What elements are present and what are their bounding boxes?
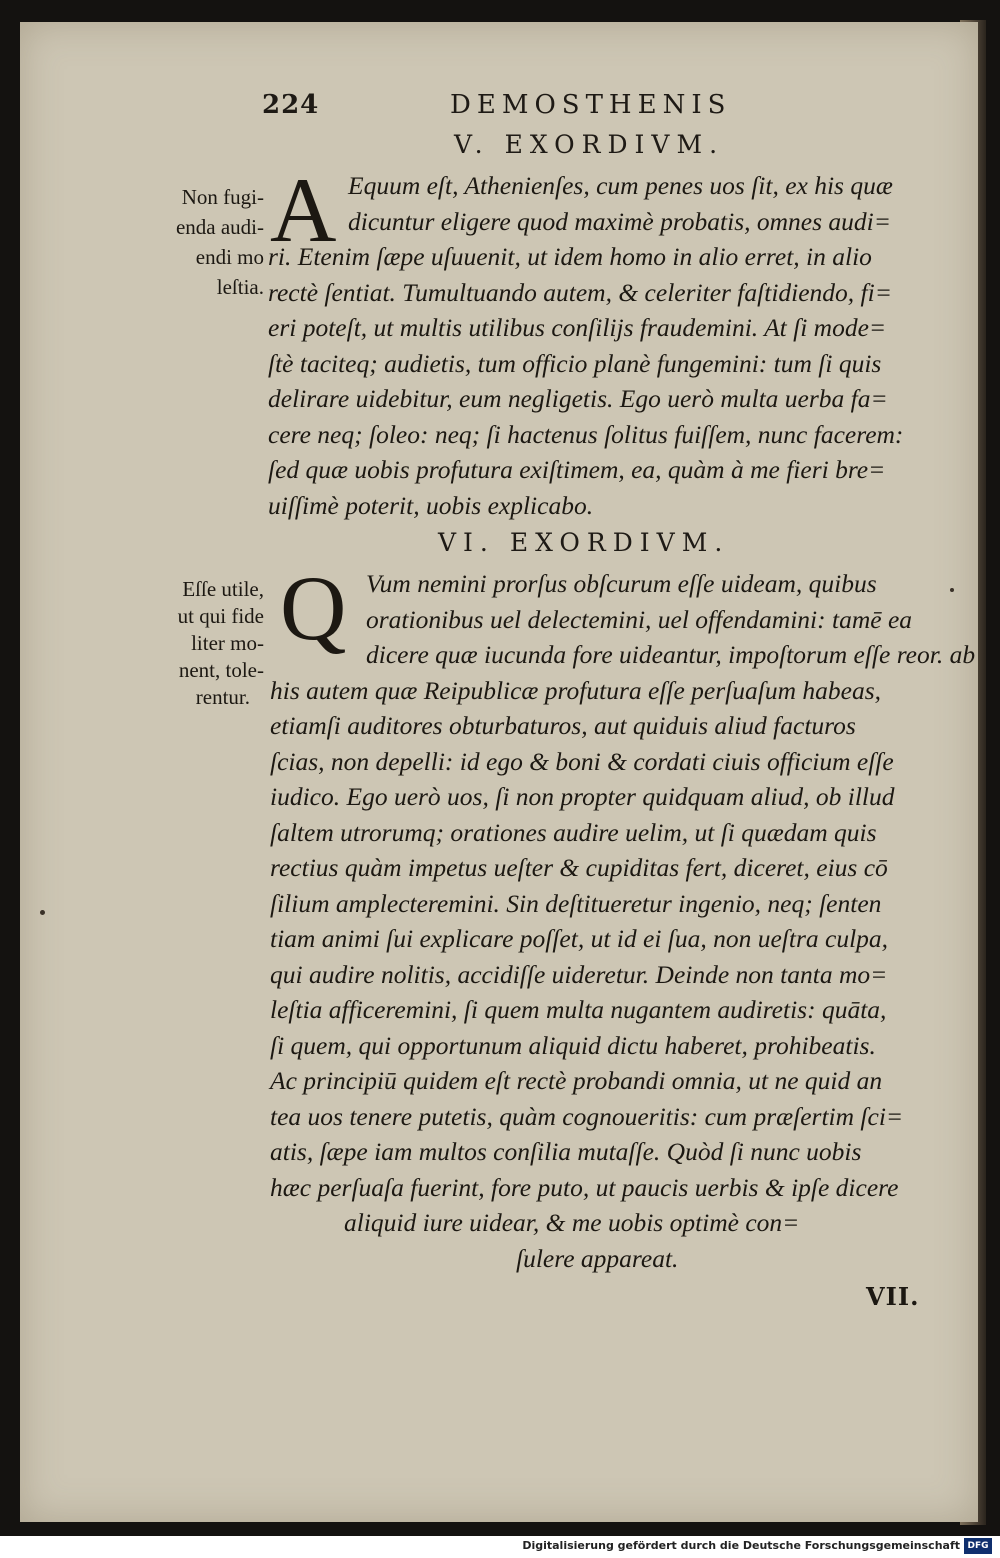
text-line: etiamſi auditores obturbaturos, aut quiduis aliud facturos xyxy=(270,711,856,740)
text-line: ſi quem, qui opportunum aliquid dictu haberet, prohibeatis. xyxy=(270,1030,876,1060)
margin-note-line: enda audi- xyxy=(175,215,264,239)
text-line: ſaltem utrorumq; orationes audire uelim, ut ſi quædam quis xyxy=(270,817,877,847)
text-line: dicere quæ iucunda fore uideantur, impoſtorum eſſe reor. ab xyxy=(366,640,976,669)
text-line: tiam animi ſui explicare poſſet, ut id ei ſua, non ueſtra culpa, xyxy=(270,924,889,953)
text-line: dicuntur eligere quod maximè probatis, omnes audi= xyxy=(348,206,891,236)
text-line: atis, ſæpe iam multos conſilia mutaſſe. Quòd ſi nunc uobis xyxy=(270,1137,862,1166)
exordium-5-text xyxy=(268,159,904,523)
text-line: tea uos tenere putetis, quàm cognoueritis: cum præſertim ſci= xyxy=(270,1101,904,1131)
text-line: ſed quæ uobis profutura exiſtimem, ea, quàm à me fieri bre= xyxy=(268,455,886,484)
text-line: uiſſimè poterit, uobis explicabo. xyxy=(268,490,594,520)
text-line: Equum eſt, Athenienſes, cum penes uos ſit, ex his quæ xyxy=(348,171,893,200)
exordium-5-title: V. EXORDIVM. xyxy=(454,130,725,159)
text-line: ſulere appareat. xyxy=(516,1243,679,1273)
margin-note-line: Non fugi- xyxy=(181,185,264,209)
text-line: iudico. Ego uerò uos, ſi non propter quidquam aliud, ob illud xyxy=(270,782,895,811)
paper-speck xyxy=(40,910,45,915)
text-line: his autem quæ Reipublicæ profutura eſſe perſuaſum habeas, xyxy=(270,675,882,705)
catchword: VII. xyxy=(866,1282,920,1311)
text-line: hæc perſuaſa fuerint, fore puto, ut paucis uerbis & ipſe dicere xyxy=(270,1172,899,1202)
text-line: Ac principiū quidem eſt rectè probandi omnia, ut ne quid an xyxy=(270,1066,883,1095)
footer-credit: Digitalisierung gefördert durch die Deutsche Forschungsgemeinschaft xyxy=(522,1539,960,1552)
text-line: rectius quàm impetus ueſter & cupiditas fert, diceret, eius cō xyxy=(270,853,888,882)
text-line: Vum nemini prorſus obſcurum eſſe uideam, quibus xyxy=(366,569,877,598)
running-head: DEMOSTHENIS xyxy=(450,90,732,120)
text-line: ſilium amplecteremini. Sin deſtitueretur ingenio, neq; ſenten xyxy=(270,888,882,918)
margin-note-line: ut qui fide xyxy=(177,604,264,628)
text-line: leſtia afficeremini, ſi quem multa nugantem audiretis: quāta, xyxy=(270,995,887,1024)
margin-note-line: leſtia. xyxy=(216,275,264,299)
text-line: orationibus uel delectemini, uel offendamini: tamē ea xyxy=(366,604,913,634)
text-line: cere neq; ſoleo: neq; ſi hactenus ſolitus fuiſſem, nunc facerem: xyxy=(268,419,904,449)
exordium-5-margin-note xyxy=(130,182,264,302)
text-line: ſcias, non depelli: id ego & boni & cordati ciuis officium eſſe xyxy=(270,746,894,776)
text-line: ſtè taciteq; audietis, tum officio planè fungemini: tum ſi quis xyxy=(268,348,882,378)
exordium-6-drop-cap: Q xyxy=(280,557,347,659)
text-line: eri poteſt, ut multis utilibus conſilijs fraudemini. At ſi mode= xyxy=(268,313,887,342)
dfg-logo: DFG xyxy=(964,1538,992,1554)
margin-note-line: liter mo- xyxy=(191,631,264,655)
text-line: rectè ſentiat. Tumultuando autem, & celeriter faſtidiendo, fi= xyxy=(268,277,892,307)
margin-note-line: Eſſe utile, xyxy=(182,577,264,601)
page-number: 224 xyxy=(262,90,320,120)
margin-note-line: endi mo xyxy=(195,245,264,269)
text-line: qui audire nolitis, accidiſſe uideretur. Deinde non tanta mo= xyxy=(270,959,888,989)
exordium-6-margin-note xyxy=(128,576,264,711)
paper-speck xyxy=(950,588,954,592)
exordium-6-title: VI. EXORDIVM. xyxy=(438,528,730,557)
margin-note-line: rentur. xyxy=(195,685,250,709)
exordium-5-drop-cap: A xyxy=(270,159,337,261)
margin-note-line: nent, tole- xyxy=(178,658,264,682)
text-line: delirare uidebitur, eum negligetis. Ego uerò multa uerba fa= xyxy=(268,384,888,413)
exordium-6-text xyxy=(270,557,976,1276)
text-line: ri. Etenim ſæpe uſuuenit, ut idem homo in alio erret, in alio xyxy=(268,242,872,271)
text-line: aliquid iure uidear, & me uobis optimè con= xyxy=(344,1208,800,1237)
